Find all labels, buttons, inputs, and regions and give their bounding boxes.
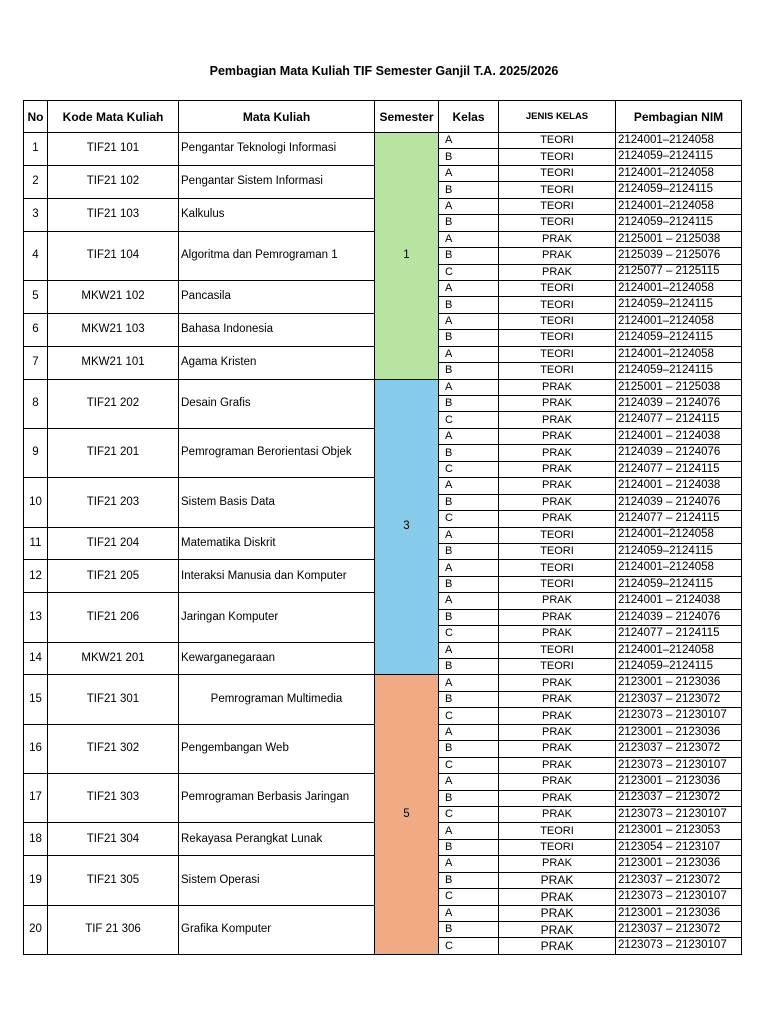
nim-range: 2123073 – 21230107 xyxy=(616,938,742,954)
class-letter: A xyxy=(439,346,499,362)
header-mata-kuliah: Mata Kuliah xyxy=(179,101,375,133)
header-no: No xyxy=(24,101,48,133)
course-no: 17 xyxy=(24,774,48,823)
nim-range: 2124077 – 2124115 xyxy=(616,626,742,642)
class-type: TEORI xyxy=(499,823,616,839)
nim-range: 2123054 – 2123107 xyxy=(616,839,742,855)
nim-range: 2124059–2124115 xyxy=(616,576,742,592)
class-letter: B xyxy=(439,659,499,675)
course-code: MKW21 102 xyxy=(48,280,179,313)
course-code: TIF21 303 xyxy=(48,774,179,823)
nim-range: 2124001–2124058 xyxy=(616,198,742,214)
course-code: TIF21 101 xyxy=(48,133,179,166)
class-type: TEORI xyxy=(499,642,616,658)
class-letter: A xyxy=(439,675,499,691)
nim-range: 2124001–2124058 xyxy=(616,165,742,181)
course-no: 11 xyxy=(24,527,48,560)
course-name: Algoritma dan Pemrograman 1 xyxy=(179,231,375,280)
nim-range: 2123073 – 21230107 xyxy=(616,806,742,822)
course-name: Pengantar Sistem Informasi xyxy=(179,165,375,198)
nim-range: 2125001 – 2125038 xyxy=(616,231,742,247)
class-type: TEORI xyxy=(499,346,616,362)
course-name: Grafika Komputer xyxy=(179,905,375,954)
nim-range: 2124059–2124115 xyxy=(616,659,742,675)
course-no: 6 xyxy=(24,313,48,346)
class-type: TEORI xyxy=(499,839,616,855)
class-type: TEORI xyxy=(499,182,616,198)
course-no: 5 xyxy=(24,280,48,313)
nim-range: 2124059–2124115 xyxy=(616,330,742,346)
class-letter: B xyxy=(439,445,499,461)
course-no: 3 xyxy=(24,198,48,231)
class-letter: A xyxy=(439,280,499,296)
class-type: PRAK xyxy=(499,379,616,395)
class-type: PRAK xyxy=(499,626,616,642)
class-type: TEORI xyxy=(499,133,616,149)
course-code: MKW21 103 xyxy=(48,313,179,346)
course-no: 19 xyxy=(24,856,48,905)
class-letter: B xyxy=(439,790,499,806)
class-type: PRAK xyxy=(499,806,616,822)
course-no: 12 xyxy=(24,560,48,593)
nim-range: 2124001–2124058 xyxy=(616,313,742,329)
class-letter: B xyxy=(439,922,499,938)
class-letter: C xyxy=(439,412,499,428)
course-no: 10 xyxy=(24,478,48,527)
course-code: TIF21 201 xyxy=(48,428,179,477)
class-type: TEORI xyxy=(499,313,616,329)
class-letter: A xyxy=(439,905,499,921)
class-letter: C xyxy=(439,889,499,905)
course-name: Pancasila xyxy=(179,280,375,313)
course-no: 20 xyxy=(24,905,48,954)
course-code: TIF21 202 xyxy=(48,379,179,428)
nim-range: 2123001 – 2123036 xyxy=(616,905,742,921)
class-type: PRAK xyxy=(499,511,616,527)
class-type: TEORI xyxy=(499,149,616,165)
course-name: Rekayasa Perangkat Lunak xyxy=(179,823,375,856)
nim-range: 2124001–2124058 xyxy=(616,642,742,658)
course-name: Interaksi Manusia dan Komputer xyxy=(179,560,375,593)
class-type: PRAK xyxy=(499,708,616,724)
course-no: 18 xyxy=(24,823,48,856)
nim-range: 2124059–2124115 xyxy=(616,363,742,379)
course-name: Jaringan Komputer xyxy=(179,593,375,642)
course-name: Kalkulus xyxy=(179,198,375,231)
class-letter: B xyxy=(439,494,499,510)
nim-range: 2123037 – 2123072 xyxy=(616,790,742,806)
course-name: Bahasa Indonesia xyxy=(179,313,375,346)
course-code: TIF21 301 xyxy=(48,675,179,724)
class-type: TEORI xyxy=(499,330,616,346)
course-name: Sistem Operasi xyxy=(179,856,375,905)
nim-range: 2123001 – 2123036 xyxy=(616,675,742,691)
class-letter: A xyxy=(439,856,499,872)
class-type: PRAK xyxy=(499,478,616,494)
semester-cell: 5 xyxy=(375,675,439,954)
nim-range: 2124001 – 2124038 xyxy=(616,478,742,494)
table-row xyxy=(24,675,742,691)
class-type: TEORI xyxy=(499,659,616,675)
class-type: PRAK xyxy=(499,396,616,412)
class-type: PRAK xyxy=(499,856,616,872)
nim-range: 2124059–2124115 xyxy=(616,297,742,313)
course-no: 13 xyxy=(24,593,48,642)
class-letter: A xyxy=(439,133,499,149)
course-no: 7 xyxy=(24,346,48,379)
course-code: TIF21 304 xyxy=(48,823,179,856)
class-type: PRAK xyxy=(499,593,616,609)
semester-cell: 1 xyxy=(375,133,439,380)
nim-range: 2124059–2124115 xyxy=(616,182,742,198)
nim-range: 2124077 – 2124115 xyxy=(616,461,742,477)
course-code: TIF21 104 xyxy=(48,231,179,280)
course-no: 9 xyxy=(24,428,48,477)
class-letter: B xyxy=(439,609,499,625)
class-type: PRAK xyxy=(499,790,616,806)
class-letter: C xyxy=(439,806,499,822)
course-name: Pengantar Teknologi Informasi xyxy=(179,133,375,166)
class-letter: B xyxy=(439,182,499,198)
nim-range: 2123073 – 21230107 xyxy=(616,889,742,905)
class-letter: A xyxy=(439,724,499,740)
page-title: Pembagian Mata Kuliah TIF Semester Ganjil T.A. 2025/2026 xyxy=(209,64,559,78)
class-type: PRAK xyxy=(499,741,616,757)
nim-range: 2124001–2124058 xyxy=(616,346,742,362)
course-code: MKW21 101 xyxy=(48,346,179,379)
class-type: PRAK xyxy=(499,675,616,691)
class-type: TEORI xyxy=(499,560,616,576)
class-letter: B xyxy=(439,576,499,592)
class-letter: C xyxy=(439,757,499,773)
course-code: TIF 21 306 xyxy=(48,905,179,954)
class-type: PRAK xyxy=(499,905,616,921)
nim-range: 2124077 – 2124115 xyxy=(616,511,742,527)
class-type: PRAK xyxy=(499,938,616,954)
nim-range: 2124039 – 2124076 xyxy=(616,494,742,510)
class-letter: C xyxy=(439,708,499,724)
class-letter: B xyxy=(439,149,499,165)
class-type: TEORI xyxy=(499,215,616,231)
class-type: TEORI xyxy=(499,165,616,181)
course-name: Sistem Basis Data xyxy=(179,478,375,527)
course-name: Pengembangan Web xyxy=(179,724,375,773)
header-kelas: Kelas xyxy=(439,101,499,133)
course-name: Pemrograman Multimedia xyxy=(179,675,375,724)
course-code: TIF21 206 xyxy=(48,593,179,642)
course-no: 14 xyxy=(24,642,48,675)
nim-range: 2123001 – 2123036 xyxy=(616,724,742,740)
nim-range: 2123001 – 2123036 xyxy=(616,856,742,872)
header-row xyxy=(24,101,742,133)
class-letter: A xyxy=(439,198,499,214)
nim-range: 2125001 – 2125038 xyxy=(616,379,742,395)
course-no: 2 xyxy=(24,165,48,198)
table-row xyxy=(24,379,742,395)
nim-range: 2124001–2124058 xyxy=(616,133,742,149)
course-no: 1 xyxy=(24,133,48,166)
class-letter: B xyxy=(439,543,499,559)
class-type: PRAK xyxy=(499,248,616,264)
class-letter: A xyxy=(439,428,499,444)
class-letter: A xyxy=(439,165,499,181)
course-code: MKW21 201 xyxy=(48,642,179,675)
nim-range: 2123037 – 2123072 xyxy=(616,872,742,888)
class-letter: A xyxy=(439,823,499,839)
class-letter: A xyxy=(439,231,499,247)
nim-range: 2124059–2124115 xyxy=(616,149,742,165)
class-type: PRAK xyxy=(499,872,616,888)
course-name: Matematika Diskrit xyxy=(179,527,375,560)
class-letter: B xyxy=(439,215,499,231)
class-letter: A xyxy=(439,478,499,494)
class-type: PRAK xyxy=(499,757,616,773)
class-letter: B xyxy=(439,330,499,346)
course-code: TIF21 204 xyxy=(48,527,179,560)
class-letter: A xyxy=(439,313,499,329)
course-code: TIF21 103 xyxy=(48,198,179,231)
header-jenis-kelas: JENIS KELAS xyxy=(499,101,616,133)
course-code: TIF21 102 xyxy=(48,165,179,198)
class-letter: A xyxy=(439,593,499,609)
class-type: PRAK xyxy=(499,774,616,790)
class-letter: B xyxy=(439,248,499,264)
class-type: TEORI xyxy=(499,198,616,214)
nim-range: 2123073 – 21230107 xyxy=(616,708,742,724)
course-name: Pemrograman Berorientasi Objek xyxy=(179,428,375,477)
course-no: 15 xyxy=(24,675,48,724)
class-letter: C xyxy=(439,938,499,954)
class-type: PRAK xyxy=(499,922,616,938)
nim-range: 2124001 – 2124038 xyxy=(616,593,742,609)
class-type: TEORI xyxy=(499,527,616,543)
class-type: PRAK xyxy=(499,231,616,247)
class-letter: A xyxy=(439,560,499,576)
class-type: PRAK xyxy=(499,264,616,280)
course-name: Kewarganegaraan xyxy=(179,642,375,675)
course-code: TIF21 305 xyxy=(48,856,179,905)
class-letter: C xyxy=(439,511,499,527)
table-row xyxy=(24,133,742,149)
class-type: PRAK xyxy=(499,724,616,740)
nim-range: 2124059–2124115 xyxy=(616,215,742,231)
nim-range: 2123037 – 2123072 xyxy=(616,741,742,757)
course-code: TIF21 302 xyxy=(48,724,179,773)
nim-range: 2124039 – 2124076 xyxy=(616,445,742,461)
class-letter: B xyxy=(439,297,499,313)
nim-range: 2124039 – 2124076 xyxy=(616,396,742,412)
course-no: 4 xyxy=(24,231,48,280)
class-letter: A xyxy=(439,527,499,543)
header-kode: Kode Mata Kuliah xyxy=(48,101,179,133)
course-code: TIF21 203 xyxy=(48,478,179,527)
nim-range: 2123037 – 2123072 xyxy=(616,922,742,938)
course-no: 8 xyxy=(24,379,48,428)
class-type: TEORI xyxy=(499,576,616,592)
class-type: TEORI xyxy=(499,543,616,559)
class-letter: A xyxy=(439,774,499,790)
class-letter: C xyxy=(439,626,499,642)
class-letter: A xyxy=(439,642,499,658)
nim-range: 2124001–2124058 xyxy=(616,280,742,296)
course-table xyxy=(23,100,742,955)
header-pembagian-nim: Pembagian NIM xyxy=(616,101,742,133)
nim-range: 2124077 – 2124115 xyxy=(616,412,742,428)
nim-range: 2123073 – 21230107 xyxy=(616,757,742,773)
class-letter: B xyxy=(439,363,499,379)
nim-range: 2125077 – 2125115 xyxy=(616,264,742,280)
course-name: Pemrograman Berbasis Jaringan xyxy=(179,774,375,823)
course-code: TIF21 205 xyxy=(48,560,179,593)
class-letter: B xyxy=(439,741,499,757)
semester-cell: 3 xyxy=(375,379,439,675)
class-type: PRAK xyxy=(499,461,616,477)
class-type: PRAK xyxy=(499,609,616,625)
class-letter: C xyxy=(439,461,499,477)
class-letter: B xyxy=(439,839,499,855)
nim-range: 2124001 – 2124038 xyxy=(616,428,742,444)
nim-range: 2123001 – 2123053 xyxy=(616,823,742,839)
class-letter: C xyxy=(439,264,499,280)
class-letter: A xyxy=(439,379,499,395)
class-type: TEORI xyxy=(499,297,616,313)
class-letter: B xyxy=(439,396,499,412)
header-semester: Semester xyxy=(375,101,439,133)
nim-range: 2123001 – 2123036 xyxy=(616,774,742,790)
nim-range: 2124001–2124058 xyxy=(616,527,742,543)
class-type: PRAK xyxy=(499,691,616,707)
nim-range: 2125039 – 2125076 xyxy=(616,248,742,264)
nim-range: 2124001–2124058 xyxy=(616,560,742,576)
course-no: 16 xyxy=(24,724,48,773)
class-type: PRAK xyxy=(499,494,616,510)
class-type: PRAK xyxy=(499,889,616,905)
class-type: TEORI xyxy=(499,280,616,296)
class-type: PRAK xyxy=(499,428,616,444)
nim-range: 2124059–2124115 xyxy=(616,543,742,559)
class-type: PRAK xyxy=(499,412,616,428)
course-name: Desain Grafis xyxy=(179,379,375,428)
class-type: PRAK xyxy=(499,445,616,461)
nim-range: 2124039 – 2124076 xyxy=(616,609,742,625)
nim-range: 2123037 – 2123072 xyxy=(616,691,742,707)
course-name: Agama Kristen xyxy=(179,346,375,379)
class-letter: B xyxy=(439,691,499,707)
class-type: TEORI xyxy=(499,363,616,379)
class-letter: B xyxy=(439,872,499,888)
